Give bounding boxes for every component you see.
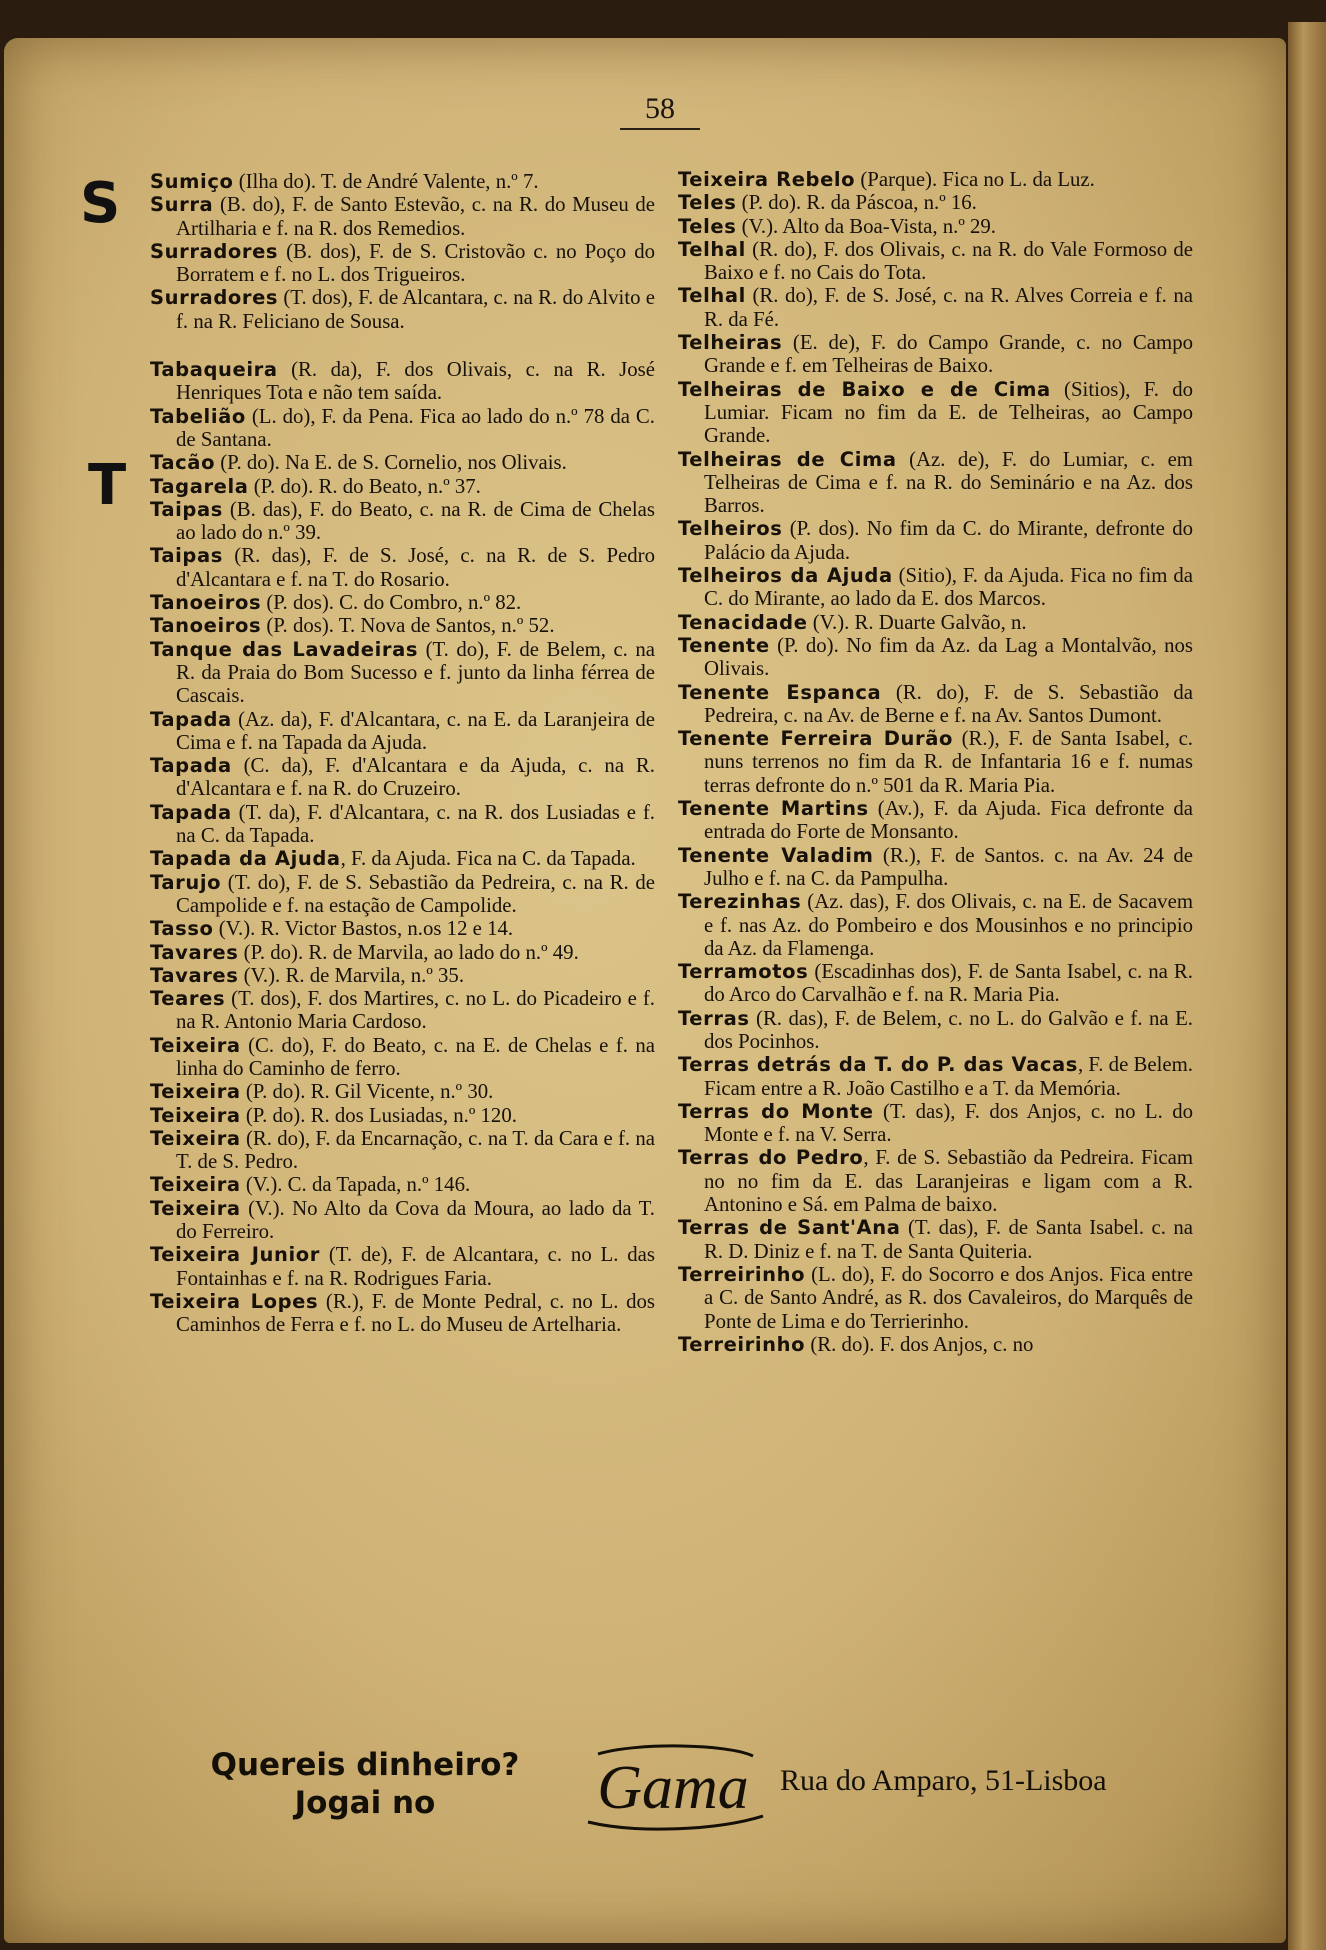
gama-logo [578, 1742, 768, 1832]
street-name: Tapada [150, 707, 232, 731]
street-name: Surradores [150, 239, 279, 263]
street-name: Teles [678, 214, 737, 238]
street-description: , F. da Ajuda. Fica na C. da Tapada. [340, 847, 636, 871]
street-name: Tabaqueira [150, 358, 278, 382]
street-name: Telheiras de Baixo e de Cima [678, 377, 1051, 401]
street-description: (Az. de), F. do Lumiar, c. em Telheiras de Cima e f. na R. do Seminário e na Az. dos Barros. [704, 447, 1193, 518]
section-divider [150, 333, 655, 358]
street-entry [150, 987, 655, 1034]
street-name: Sumiço [150, 170, 234, 193]
street-entry [678, 611, 1193, 634]
street-name: Tanoeiros [150, 614, 262, 638]
street-entry [150, 1127, 655, 1174]
street-entry [678, 1100, 1193, 1147]
street-description: (P. do). R. de Marvila, ao lado do n.º 49. [238, 940, 579, 964]
street-description: (R.), F. de Santos. c. na Av. 24 de Julho e f. na C. da Pampulha. [704, 843, 1193, 890]
street-description: (T. de), F. de Alcantara, c. no L. das Fontainhas e f. na R. Rodrigues Faria. [176, 1243, 655, 1290]
street-description: (V.). C. da Tapada, n.º 146. [240, 1173, 471, 1197]
street-name: Terras do Monte [678, 1099, 874, 1123]
street-name: Teixeira Lopes [150, 1289, 319, 1313]
street-description: (R.), F. de Santa Isabel, c. nuns terrenos no fim da R. de Infantaria 16 e f. numas terras defronte do n.º 501 da R. Maria Pia. [704, 727, 1193, 797]
gama-logo-text: Gama [597, 1754, 749, 1822]
street-description: (B. dos), F. de S. Cristovão c. no Poço do Borratem e f. no L. dos Trigueiros. [176, 239, 655, 287]
street-entry [150, 240, 655, 287]
street-entry [150, 405, 655, 452]
street-name: Teixeira [150, 1033, 241, 1057]
street-name: Terreirinho [678, 1332, 806, 1356]
ad-address: Rua do Amparo, 51-Lisboa [780, 1764, 1107, 1797]
street-entry [678, 1216, 1193, 1263]
street-entry [678, 448, 1193, 518]
street-description: (T. do), F. de Belem, c. na R. da Praia do Bom Sucesso e f. junto da linha férrea de Cascais. [176, 637, 655, 708]
street-name: Terreirinho [678, 1262, 806, 1286]
ad-question-line1: Quereis dinheiro? [210, 1747, 520, 1783]
street-name: Tenente Valadim [678, 843, 874, 867]
street-name: Terezinhas [678, 890, 802, 914]
street-name: Telheiros [678, 517, 783, 541]
street-entry [678, 238, 1193, 285]
street-description: (R. das), F. de Belem, c. no L. do Galvão e f. na E. dos Pocinhos. [704, 1006, 1193, 1053]
street-description: (V.). R. Duarte Galvão, n. [807, 610, 1027, 634]
street-name: Telheiras [678, 331, 783, 355]
street-entry [678, 378, 1193, 448]
street-entry [678, 727, 1193, 797]
section-t-entries [150, 358, 655, 1336]
advertisement [180, 1742, 1200, 1842]
street-name: Tavares [150, 940, 239, 964]
street-description: (P. do). R. do Beato, n.º 37. [248, 474, 481, 498]
street-entry [150, 591, 655, 614]
street-entry [150, 1290, 655, 1337]
street-description: (T. da), F. d'Alcantara, c. na R. dos Lusiadas e f. na C. da Tapada. [176, 800, 655, 848]
street-description: (C. da), F. d'Alcantara e da Ajuda, c. na R. d'Alcantara e f. na R. do Cruzeiro. [176, 754, 655, 801]
section-s-entries [150, 170, 655, 333]
street-name: Terras detrás da T. do P. das Vacas [678, 1053, 1078, 1077]
street-entry [678, 681, 1193, 728]
street-entry [150, 1034, 655, 1081]
street-entry [678, 191, 1193, 214]
street-description: (T. das), F. de Santa Isabel. c. na R. D. Diniz e f. na T. de Santa Quiteria. [704, 1216, 1193, 1263]
street-name: Tarujo [150, 870, 222, 894]
street-name: Surradores [150, 286, 279, 310]
street-description: (R. do), F. da Encarnação, c. na T. da Cara e f. na T. de S. Pedro. [176, 1126, 655, 1174]
street-description: (Az. das), F. dos Olivais, c. na E. de Sacavem e f. nas Az. do Pombeiro e dos Mousinhos e no principio da Az. da Flamenga. [704, 890, 1193, 960]
section-letter-t: T [88, 453, 127, 518]
street-entry [678, 564, 1193, 611]
street-entry [678, 168, 1193, 191]
street-description: (V.). No Alto da Cova da Moura, ao lado da T. do Ferreiro. [176, 1196, 655, 1244]
street-description: (R. do). F. dos Anjos, c. no [805, 1332, 1034, 1356]
street-entry [150, 917, 655, 940]
next-page-edge [1288, 22, 1326, 1950]
street-entry [150, 1173, 655, 1196]
street-description: (L. do), F. do Socorro e dos Anjos. Fica entre a C. de Santo André, as R. dos Cavaleiros, do Marquês de Ponte de Lima e do Terrierinho. [704, 1262, 1193, 1333]
street-entry [150, 1243, 655, 1290]
street-name: Terras do Pedro [678, 1146, 864, 1170]
street-name: Tasso [150, 917, 214, 941]
street-name: Tapada [150, 800, 232, 824]
street-description: (R. da), F. dos Olivais, c. na R. José Henriques Tota e não tem saída. [176, 358, 655, 405]
street-entry [678, 331, 1193, 378]
street-name: Tenente [678, 633, 770, 657]
street-description: (C. do), F. do Beato, c. na E. de Chelas e f. na linha do Caminho de ferro. [176, 1033, 655, 1080]
street-entry [150, 498, 655, 545]
street-description: , F. de S. Sebastião da Pedreira. Ficam no no fim da E. das Laranjeiras e ligam com a R. Antonino e Sá. em Palma de baixo. [704, 1146, 1194, 1217]
street-entry [678, 1053, 1193, 1100]
street-entry [678, 844, 1193, 891]
street-name: Terras de Sant'Ana [678, 1216, 901, 1240]
street-name: Tenacidade [678, 610, 808, 634]
street-name: Teixeira Rebelo [678, 168, 856, 191]
street-description: (Ilha do). T. de André Valente, n.º 7. [233, 170, 539, 193]
street-name: Tenente Martins [678, 797, 869, 821]
street-entry [150, 754, 655, 801]
street-description: (P. dos). T. Nova de Santos, n.º 52. [261, 614, 555, 638]
street-name: Taipas [150, 497, 223, 521]
street-entry [678, 634, 1193, 681]
street-description: (R. das), F. de S. José, c. na R. de S. Pedro d'Alcantara e f. na T. do Rosario. [176, 544, 655, 591]
ad-question [180, 1746, 550, 1822]
street-entry [678, 1007, 1193, 1054]
street-name: Terramotos [678, 960, 809, 984]
street-name: Tacão [150, 451, 216, 475]
street-entry [150, 964, 655, 987]
street-entry [150, 451, 655, 474]
page-number: 58 [620, 92, 700, 130]
street-name: Teixeira [150, 1080, 241, 1104]
street-entry [150, 358, 655, 405]
street-description: (T. dos), F. de Alcantara, c. na R. do Alvito e f. na R. Feliciano de Sousa. [176, 286, 655, 333]
street-description: (Av.), F. da Ajuda. Fica defronte da entrada do Forte de Monsanto. [704, 797, 1193, 844]
street-description: (T. do), F. de S. Sebastião da Pedreira, c. na R. de Campolide e f. na estação de Campolide. [176, 870, 655, 917]
street-name: Telheiras de Cima [678, 447, 897, 471]
street-entry [678, 1146, 1193, 1216]
street-name: Teixeira [150, 1126, 241, 1150]
street-name: Taipas [150, 544, 223, 568]
section-letter-s: S [80, 171, 121, 236]
street-description: , F. de Belem. Ficam entre a R. João Castilho e a T. da Memória. [704, 1053, 1193, 1100]
street-name: Tenente Ferreira Durão [678, 727, 953, 751]
street-description: (P. dos). C. do Combro, n.º 82. [261, 591, 522, 615]
street-description: (E. de), F. do Campo Grande, c. no Campo Grande e f. em Telheiras de Baixo. [704, 331, 1193, 378]
street-description: (T. das), F. dos Anjos, c. no L. do Monte e f. na V. Serra. [704, 1099, 1193, 1147]
street-name: Teixeira Junior [150, 1243, 321, 1267]
street-entry [150, 170, 655, 193]
street-description: (P. do). Na E. de S. Cornelio, nos Olivais. [215, 451, 567, 475]
street-name: Tapada da Ajuda [150, 847, 341, 871]
street-description: (V.). R. de Marvila, n.º 35. [238, 963, 465, 987]
street-name: Teixeira [150, 1173, 241, 1197]
street-description: (R. do), F. de S. Sebastião da Pedreira, c. na Av. de Berne e f. na Av. Santos Dumont. [704, 680, 1193, 727]
street-description: (R. do), F. de S. José, c. na R. Alves Correia e f. na R. da Fé. [704, 284, 1193, 331]
street-entry [150, 1104, 655, 1127]
street-description: (Escadinhas dos), F. de Santa Isabel, c. na R. do Arco do Carvalhão e f. na R. Maria Pia. [704, 960, 1193, 1007]
street-entry [150, 1197, 655, 1244]
street-entry [678, 1333, 1193, 1356]
street-entry [150, 941, 655, 964]
street-entry [150, 1080, 655, 1103]
street-entry [150, 801, 655, 848]
street-entry [678, 1263, 1193, 1333]
street-entry [678, 284, 1193, 331]
street-name: Terras [678, 1006, 750, 1030]
street-name: Teixeira [150, 1196, 241, 1220]
street-name: Telheiros da Ajuda [678, 564, 893, 588]
street-name: Tabelião [150, 404, 246, 428]
street-entry [678, 890, 1193, 960]
street-description: (R.), F. de Monte Pedral, c. no L. dos Caminhos de Ferra e f. no L. do Museu de Artelharia. [176, 1289, 655, 1337]
street-description: (T. dos), F. dos Martires, c. no L. do Picadeiro e f. na R. Antonio Maria Cardoso. [176, 987, 655, 1034]
street-entry [150, 871, 655, 918]
street-entry [150, 614, 655, 637]
right-column-entries [678, 168, 1193, 1356]
street-description: (R. do), F. dos Olivais, c. na R. do Vale Formoso de Baixo e f. no Cais do Tota. [704, 237, 1193, 285]
street-entry [150, 847, 655, 870]
street-description: (P. do). R. dos Lusiadas, n.º 120. [240, 1103, 517, 1127]
left-column [150, 170, 655, 1337]
street-name: Surra [150, 193, 214, 217]
street-description: (P. do). R. Gil Vicente, n.º 30. [240, 1080, 494, 1104]
street-description: (V.). R. Victor Bastos, n.os 12 e 14. [213, 917, 514, 941]
street-description: (Az. da), F. d'Alcantara, c. na E. da Laranjeira de Cima e f. na Tapada da Ajuda. [176, 707, 655, 754]
street-name: Tenente Espanca [678, 680, 882, 704]
street-description: (B. do), F. de Santo Estevão, c. na R. do Museu de Artilharia e f. na R. dos Remedios. [176, 193, 655, 240]
street-entry [150, 544, 655, 591]
street-description: (V.). Alto da Boa-Vista, n.º 29. [736, 214, 997, 238]
street-entry [150, 193, 655, 240]
street-name: Telhal [678, 237, 746, 261]
street-name: Tavares [150, 963, 239, 987]
street-description: (P. do). R. da Páscoa, n.º 16. [736, 191, 977, 215]
street-description: (P. dos). No fim da C. do Mirante, defronte do Palácio da Ajuda. [704, 517, 1193, 564]
street-description: (Sitios), F. do Lumiar. Ficam no fim da E. de Telheiras, ao Campo Grande. [704, 377, 1193, 448]
ad-question-line2: Jogai no [294, 1785, 436, 1821]
right-column [678, 168, 1193, 1356]
street-description: (L. do), F. da Pena. Fica ao lado do n.º 78 da C. de Santana. [176, 404, 655, 451]
street-description: (Sitio), F. da Ajuda. Fica no fim da C. do Mirante, ao lado da E. dos Marcos. [704, 564, 1193, 611]
street-name: Teixeira [150, 1103, 241, 1127]
street-entry [678, 797, 1193, 844]
street-description: (B. das), F. do Beato, c. na R. de Cima de Chelas ao lado do n.º 39. [176, 497, 655, 545]
street-name: Teles [678, 191, 737, 215]
street-name: Teares [150, 987, 226, 1011]
street-entry [678, 517, 1193, 564]
street-name: Tapada [150, 754, 232, 778]
street-description: (P. do). No fim da Az. da Lag a Montalvão, nos Olivais. [704, 633, 1193, 681]
street-entry [678, 215, 1193, 238]
street-entry [150, 708, 655, 755]
street-name: Tanque das Lavadeiras [150, 637, 419, 661]
street-name: Tagarela [150, 474, 249, 498]
street-entry [150, 475, 655, 498]
street-name: Telhal [678, 284, 746, 308]
street-entry [150, 638, 655, 708]
street-entry [678, 960, 1193, 1007]
street-entry [150, 286, 655, 333]
street-description: (Parque). Fica no L. da Luz. [855, 168, 1095, 191]
street-name: Tanoeiros [150, 591, 262, 615]
